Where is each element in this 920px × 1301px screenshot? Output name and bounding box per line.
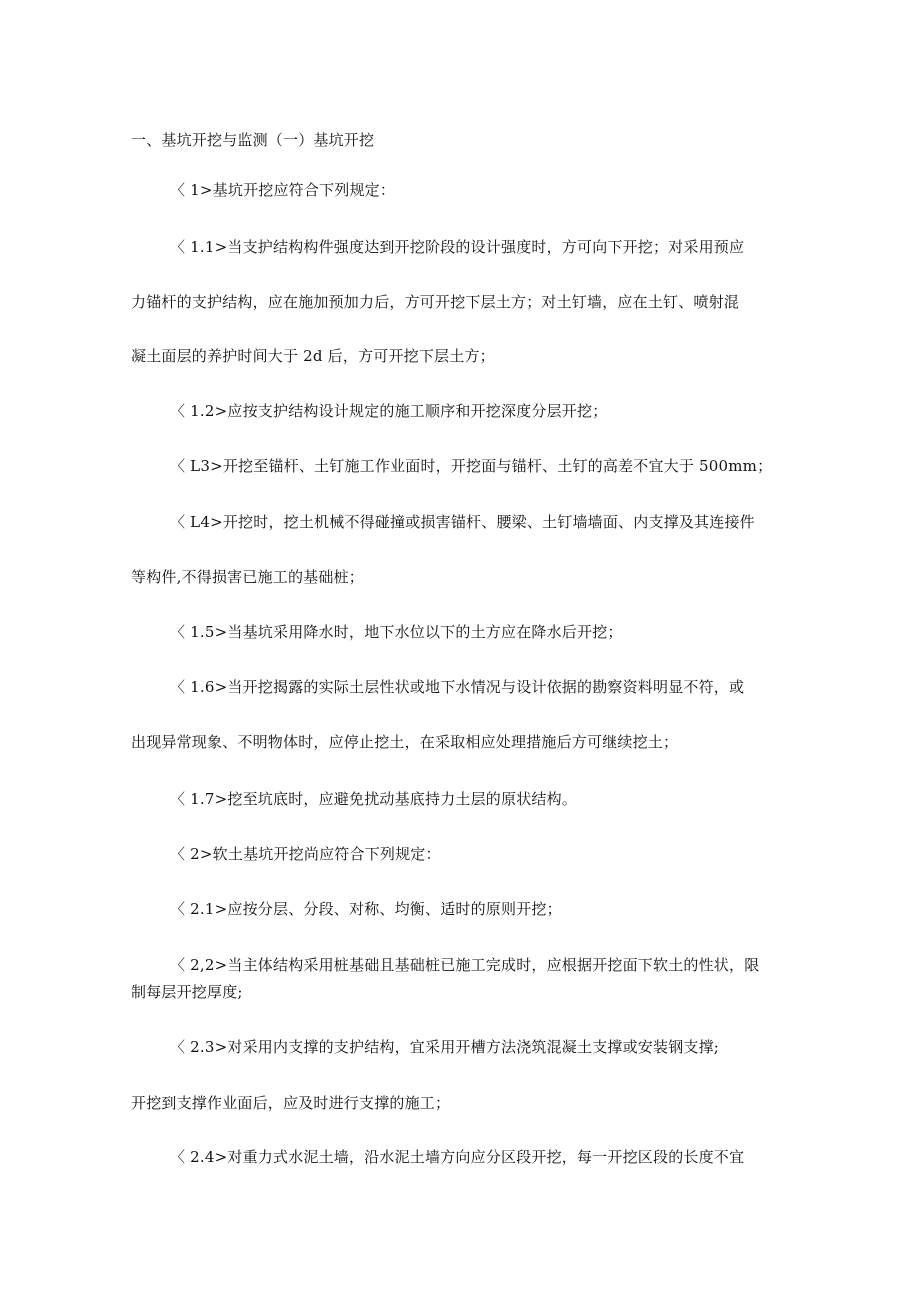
paragraph-text: 〈 2,2>当主体结构采用桩基础且基础桩已施工完成时，应根据开挖面下软土的性状，限 xyxy=(170,956,760,974)
paragraph-text: 制每层开挖厚度; xyxy=(131,983,243,1001)
paragraph-text: 〈 1.7>挖至坑底时，应避免扰动基底持力土层的原状结构。 xyxy=(170,790,577,808)
section-heading-text: 一、基坑开挖与监测（一）基坑开挖 xyxy=(131,131,375,149)
paragraph-text: 〈 1>基坑开挖应符合下列规定： xyxy=(170,181,396,199)
paragraph-text: 〈 2.3>对采用内支撑的支护结构，宜采用开槽方法浇筑混凝土支撑或安装钢支撑; xyxy=(170,1038,720,1056)
paragraph-text: 〈 1.6>当开挖揭露的实际土层性状或地下水情况与设计依据的勘察资料明显不符，或 xyxy=(170,678,745,696)
paragraph-text: 开挖到支撑作业面后，应及时进行支撑的施工； xyxy=(131,1094,451,1112)
paragraph-text: 〈 L4>开挖时，挖土机械不得碰撞或损害锚杆、腰梁、土钉墙墙面、内支撑及其连接件 xyxy=(170,513,755,531)
paragraph-text: 出现异常现象、不明物体时，应停止挖土，在采取相应处理措施后方可继续挖土； xyxy=(131,733,679,751)
paragraph-text: 〈 1.1>当支护结构构件强度达到开挖阶段的设计强度时，方可向下开挖；对采用预应 xyxy=(170,238,745,256)
paragraph-text: 〈 2.1>应按分层、分段、对称、均衡、适时的原则开挖； xyxy=(170,900,562,918)
paragraph-text: 〈 1.5>当基坑采用降水时，地下水位以下的土方应在降水后开挖； xyxy=(170,623,623,641)
paragraph-text: 〈 2.4>对重力式水泥土墙，沿水泥土墙方向应分区段开挖，每一开挖区段的长度不宜 xyxy=(170,1148,745,1166)
paragraph-text: 等构件,不得损害已施工的基础桩； xyxy=(131,568,364,586)
paragraph-text: 〈 2>软土基坑开挖尚应符合下列规定： xyxy=(170,845,441,863)
paragraph-text: 〈 L3>开挖至锚杆、土钉施工作业面时，开挖面与锚杆、土钉的高差不宜大于 500mm； xyxy=(170,457,773,475)
paragraph-text: 凝土面层的养护时间大于 2d 后，方可开挖下层土方； xyxy=(131,347,495,365)
paragraph-text: 力锚杆的支护结构，应在施加预加力后，方可开挖下层土方；对土钉墙，应在土钉、喷射混 xyxy=(131,293,740,311)
paragraph-text: 〈 1.2>应按支护结构设计规定的施工顺序和开挖深度分层开挖； xyxy=(170,402,608,420)
